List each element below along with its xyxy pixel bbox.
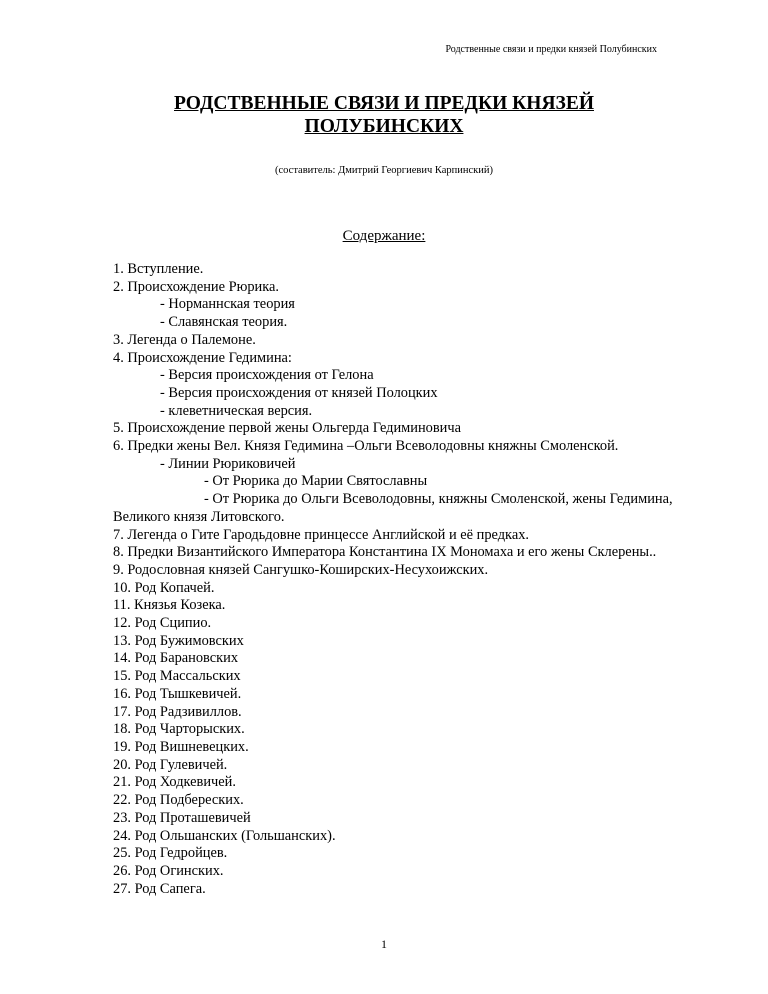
toc-item: 2. Происхождение Рюрика. — [113, 278, 280, 295]
toc-item: 4. Происхождение Гедимина: — [113, 349, 292, 366]
page-number: 1 — [381, 937, 387, 951]
toc-subitem: - клеветническая версия. — [160, 402, 313, 419]
toc-subitem: - Версия происхождения от князей Полоцких — [160, 384, 438, 401]
toc-item: 20. Род Гулевичей. — [113, 756, 228, 773]
toc-subitem: - Линии Рюриковичей — [160, 455, 296, 472]
toc-item: 22. Род Подбереских. — [113, 792, 244, 809]
document-title — [100, 92, 668, 138]
toc-item: 18. Род Чарторыских. — [113, 721, 245, 738]
toc-item: 12. Род Сципио. — [113, 615, 212, 632]
toc-subitem: - Славянская теория. — [160, 314, 288, 331]
toc-item: 10. Род Копачей. — [113, 579, 215, 596]
toc-heading: Содержание: — [342, 228, 426, 244]
toc-subitem: - Версия происхождения от Гелона — [160, 367, 374, 384]
toc-item: 27. Род Сапега. — [113, 880, 206, 897]
toc-item: 24. Род Ольшанских (Гольшанских). — [113, 827, 336, 844]
toc-item: 15. Род Массальских — [113, 668, 241, 685]
toc-item: 26. Род Огинских. — [113, 862, 224, 879]
toc-item: 19. Род Вишневецких. — [113, 738, 249, 755]
toc-subsubitem: - От Рюрика до Марии Святославны — [204, 473, 428, 490]
toc-item: 16. Род Тышкевичей. — [113, 685, 242, 702]
toc-item: 14. Род Барановских — [113, 650, 239, 667]
toc-item: 3. Легенда о Палемоне. — [113, 331, 256, 348]
toc-item: 9. Родословная князей Сангушко-Коширских-Несухоижских. — [113, 561, 489, 578]
toc-item: 8. Предки Византийского Императора Константина IX Мономаха и его жены Склерены.. — [113, 544, 657, 561]
toc-item: 13. Род Бужимовских — [113, 632, 244, 649]
document-title-line-2: ПОЛУБИНСКИХ — [304, 116, 464, 137]
compiler-credit: (составитель: Дмитрий Георгиевич Карпинский) — [275, 165, 493, 176]
toc-item: 17. Род Радзивиллов. — [113, 703, 242, 720]
table-of-contents — [113, 261, 673, 898]
toc-subitem: - Норманнская теория — [160, 296, 295, 313]
running-header: Родственные связи и предки князей Полубинских — [445, 44, 657, 55]
toc-item: 7. Легенда о Гите Гародьдовне принцессе Английской и её предках. — [113, 526, 530, 543]
toc-item: 25. Род Гедройцев. — [113, 845, 228, 862]
toc-subsubitem: - От Рюрика до Ольги Всеволодовны, княжны Смоленской, жены Гедимина, Великого князя Литовского. — [113, 491, 673, 525]
toc-item: 23. Род Проташевичей — [113, 809, 251, 826]
document-title-line-1: РОДСТВЕННЫЕ СВЯЗИ И ПРЕДКИ КНЯЗЕЙ — [174, 93, 594, 114]
toc-item: 6. Предки жены Вел. Князя Гедимина –Ольги Всеволодовны княжны Смоленской. — [113, 438, 619, 455]
toc-item: 1. Вступление. — [113, 261, 204, 277]
toc-item: 21. Род Ходкевичей. — [113, 774, 236, 791]
toc-item: 11. Князья Козека. — [113, 597, 226, 614]
toc-item: 5. Происхождение первой жены Ольгерда Гедиминовича — [113, 420, 461, 437]
